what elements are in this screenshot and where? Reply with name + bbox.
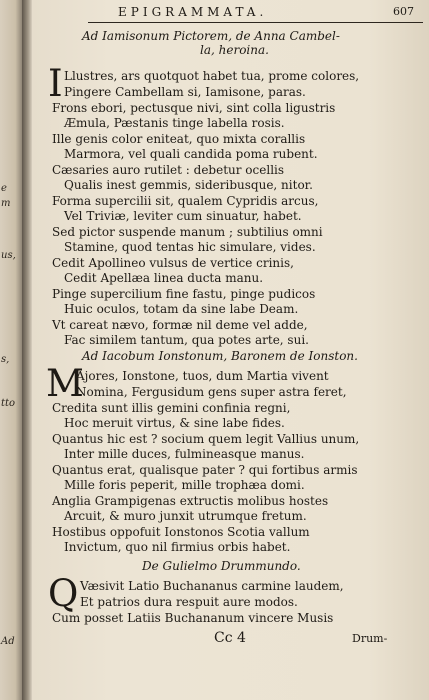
verse-line: Qualis inest gemmis, sideribusque, nitor. — [64, 178, 313, 192]
drop-cap: M — [46, 362, 84, 405]
margin-fragment: tto — [1, 398, 16, 409]
drop-cap: Q — [48, 572, 79, 615]
verse-line: Llustres, ars quotquot habet tua, prome colores, — [64, 69, 360, 83]
poem-title: Ad Iamisonum Pictorem, de Anna Cambel- — [82, 29, 340, 43]
margin-fragment: m — [1, 198, 11, 209]
verse-line: Sed pictor suspende manum ; subtilius omni — [52, 225, 323, 239]
poem-title: la, heroina. — [200, 43, 269, 57]
verse-line: Vel Triviæ, leviter cum sinuatur, habet. — [64, 209, 302, 223]
book-gutter — [22, 0, 32, 700]
catchword: Drum- — [352, 632, 388, 645]
verse-line: Anglia Grampigenas extructis molibus hostes — [52, 494, 329, 508]
verse-line: Pinge supercilium fine fastu, pinge pudicos — [52, 287, 316, 301]
verse-line: Cedit Apollineo vulsus de vertice crinis, — [52, 256, 294, 270]
verse-line: Arcuit, & muro junxit utrumque fretum. — [64, 509, 307, 523]
verse-line: Invictum, quo nil firmius orbis habet. — [64, 540, 291, 554]
verse-line: Cedit Apellæa linea ducta manu. — [64, 271, 264, 285]
verse-line: Quantus hic est ? socium quem legit Vallius unum, — [52, 432, 360, 446]
verse-line: Credita sunt illis gemini confinia regni, — [52, 401, 291, 415]
verse-line: Mille foris peperit, mille trophæa domi. — [64, 478, 305, 492]
verse-line: Vt careat nævo, formæ nil deme vel adde, — [52, 318, 308, 332]
facing-page-edge — [0, 0, 22, 700]
verse-line: Ajores, Ionstone, tuos, dum Martia vivent — [76, 369, 329, 383]
verse-line: Et patrios dura respuit aure modos. — [80, 595, 298, 609]
verse-line: Cæsaries auro rutilet : debetur ocellis — [52, 163, 285, 177]
drop-cap: I — [48, 62, 63, 105]
signature-mark: Cc 4 — [214, 630, 246, 646]
verse-line: Marmora, vel quali candida poma rubent. — [64, 147, 318, 161]
header-rule — [88, 22, 423, 23]
margin-fragment: us, — [1, 250, 16, 261]
book-page — [32, 0, 429, 700]
margin-fragment: s, — [1, 354, 10, 365]
verse-line: Pingere Cambellam si, Iamisone, paras. — [64, 85, 306, 99]
verse-line: Huic oculos, totam da sine labe Deam. — [64, 302, 299, 316]
verse-line: Væsivit Latio Buchananus carmine laudem, — [80, 579, 344, 593]
verse-line: Nomina, Fergusidum gens super astra feret, — [76, 385, 347, 399]
verse-line: Hoc meruit virtus, & sine labe fides. — [64, 416, 285, 430]
running-head: EPIGRAMMATA. — [118, 5, 268, 19]
verse-line: Quantus erat, qualisque pater ? qui fortibus armis — [52, 463, 358, 477]
poem-title: Ad Iacobum Ionstonum, Baronem de Ionston. — [82, 349, 358, 363]
verse-line: Æmula, Pæstanis tinge labella rosis. — [64, 116, 285, 130]
poem-title: De Gulielmo Drummundo. — [142, 559, 301, 573]
verse-line: Cum posset Latiis Buchananum vincere Musis — [52, 611, 334, 625]
margin-fragment: Ad — [1, 636, 15, 647]
verse-line: Hostibus oppofuit Ionstonos Scotia vallum — [52, 525, 310, 539]
page-number: 607 — [393, 5, 414, 18]
verse-line: Frons ebori, pectusque nivi, sint colla ligustris — [52, 101, 336, 115]
verse-line: Fac similem tantum, qua potes arte, sui. — [64, 333, 309, 347]
verse-line: Inter mille duces, fulmineasque manus. — [64, 447, 305, 461]
running-header — [88, 5, 428, 21]
verse-line: Stamine, quod tentas hic simulare, vides. — [64, 240, 316, 254]
verse-line: Forma supercilii sit, qualem Cypridis arcus, — [52, 194, 319, 208]
verse-line: Ille genis color eniteat, quo mixta corallis — [52, 132, 306, 146]
margin-fragment: e — [1, 183, 7, 194]
